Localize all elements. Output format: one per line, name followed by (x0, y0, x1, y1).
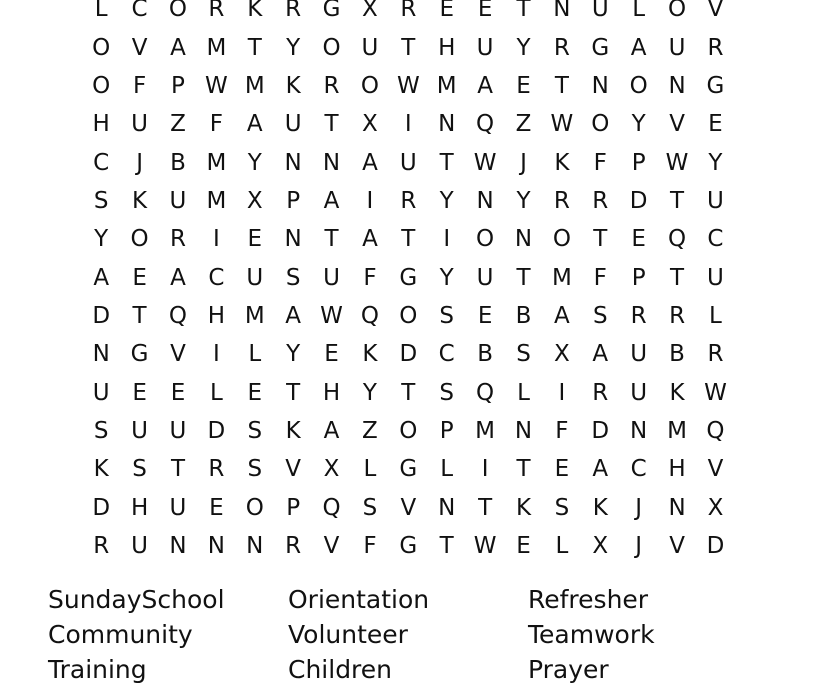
grid-letter[interactable]: W (320, 302, 343, 329)
grid-letter[interactable]: U (707, 264, 724, 291)
grid-letter[interactable]: S (439, 379, 455, 406)
grid-letter[interactable]: D (399, 341, 418, 368)
grid-letter[interactable]: W (704, 379, 727, 406)
grid-letter[interactable]: L (94, 0, 108, 23)
grid-letter[interactable]: T (554, 72, 569, 99)
grid-letter[interactable]: N (322, 149, 341, 176)
grid-letter[interactable]: R (93, 532, 110, 559)
grid-letter[interactable]: H (207, 302, 226, 329)
grid-letter[interactable]: G (706, 72, 725, 99)
grid-letter[interactable]: J (520, 149, 527, 176)
grid-letter[interactable]: Q (476, 379, 495, 406)
grid-letter[interactable]: T (132, 302, 147, 329)
grid-letter[interactable]: Q (476, 111, 495, 138)
grid-letter[interactable]: A (362, 149, 378, 176)
grid-letter[interactable]: U (169, 187, 187, 214)
grid-letter[interactable]: K (247, 0, 263, 23)
grid-letter[interactable]: K (554, 149, 570, 176)
grid-letter[interactable]: U (131, 417, 148, 444)
grid-letter[interactable]: M (551, 264, 572, 291)
grid-letter[interactable]: C (208, 264, 225, 291)
grid-letter[interactable]: O (92, 72, 111, 99)
grid-letter[interactable]: D (92, 302, 111, 329)
grid-letter[interactable]: O (322, 34, 341, 61)
grid-letter[interactable]: G (322, 0, 341, 23)
grid-letter[interactable]: C (93, 149, 110, 176)
grid-letter[interactable]: Q (168, 302, 188, 329)
grid-letter[interactable]: Q (322, 494, 341, 521)
grid-letter[interactable]: O (399, 302, 418, 329)
grid-letter[interactable]: F (132, 72, 147, 99)
grid-letter[interactable]: R (707, 341, 724, 368)
grid-letter[interactable]: M (475, 417, 496, 444)
grid-letter[interactable]: E (132, 264, 147, 291)
grid-letter[interactable]: U (476, 264, 494, 291)
grid-letter[interactable]: W (473, 532, 497, 559)
grid-letter[interactable]: K (362, 341, 378, 368)
grid-letter[interactable]: N (553, 0, 571, 23)
grid-letter[interactable]: T (286, 379, 301, 406)
grid-letter[interactable]: H (668, 456, 686, 483)
grid-letter[interactable]: D (207, 417, 226, 444)
grid-letter[interactable]: Y (286, 341, 301, 368)
grid-letter[interactable]: Y (94, 226, 109, 253)
grid-letter[interactable]: S (93, 417, 109, 444)
grid-letter[interactable]: P (631, 149, 646, 176)
grid-letter[interactable]: Y (286, 34, 301, 61)
grid-letter[interactable]: W (550, 111, 574, 138)
grid-letter[interactable]: F (555, 417, 569, 444)
grid-letter[interactable]: P (171, 72, 185, 99)
grid-letter[interactable]: V (170, 341, 186, 368)
grid-letter[interactable]: M (244, 302, 265, 329)
grid-letter[interactable]: X (323, 456, 340, 483)
grid-letter[interactable]: M (206, 187, 227, 214)
grid-letter[interactable]: E (516, 532, 531, 559)
grid-letter[interactable]: I (558, 379, 566, 406)
grid-letter[interactable]: U (630, 341, 648, 368)
grid-letter[interactable]: W (665, 149, 689, 176)
grid-letter[interactable]: T (439, 149, 454, 176)
grid-letter[interactable]: Y (516, 34, 531, 61)
grid-letter[interactable]: E (708, 111, 723, 138)
grid-letter[interactable]: R (592, 187, 609, 214)
grid-letter[interactable]: W (473, 149, 497, 176)
word-list (48, 582, 768, 687)
grid-letter[interactable]: A (285, 302, 302, 329)
grid-letter[interactable]: G (399, 532, 418, 559)
grid-letter[interactable]: O (668, 0, 687, 23)
grid-letter[interactable]: S (247, 417, 263, 444)
word-list-item: Community (48, 620, 193, 649)
grid-letter[interactable]: E (170, 379, 186, 406)
grid-letter[interactable]: L (363, 456, 377, 483)
grid-letter[interactable]: C (131, 0, 148, 23)
grid-letter[interactable]: T (670, 264, 685, 291)
grid-letter[interactable]: U (707, 187, 724, 214)
grid-letter[interactable]: F (593, 149, 607, 176)
grid-letter[interactable]: O (591, 111, 610, 138)
grid-letter[interactable]: X (592, 532, 609, 559)
grid-letter[interactable]: U (284, 111, 302, 138)
grid-letter[interactable]: S (516, 341, 531, 368)
grid-letter[interactable]: N (284, 149, 302, 176)
grid-letter[interactable]: S (93, 187, 109, 214)
grid-letter[interactable]: M (244, 72, 265, 99)
grid-letter[interactable]: R (285, 0, 302, 23)
grid-letter[interactable]: N (514, 226, 533, 253)
grid-letter[interactable]: M (436, 72, 457, 99)
grid-letter[interactable]: V (707, 456, 724, 483)
grid-letter[interactable]: T (401, 226, 416, 253)
grid-letter[interactable]: X (362, 0, 378, 23)
grid-letter[interactable]: E (439, 0, 454, 23)
grid-letter[interactable]: V (707, 0, 724, 23)
grid-letter[interactable]: W (204, 72, 228, 99)
grid-letter[interactable]: N (591, 72, 609, 99)
word-list-item: SundaySchool (48, 585, 225, 614)
grid-letter[interactable]: A (362, 226, 378, 253)
grid-letter[interactable]: T (439, 532, 454, 559)
grid-letter[interactable]: Z (362, 417, 378, 444)
grid-letter[interactable]: R (553, 34, 570, 61)
grid-letter[interactable]: O (245, 494, 264, 521)
grid-letter[interactable]: A (323, 187, 340, 214)
grid-letter[interactable]: O (168, 0, 188, 23)
grid-letter[interactable]: D (706, 532, 725, 559)
grid-letter[interactable]: E (631, 226, 646, 253)
grid-letter[interactable]: H (438, 34, 456, 61)
grid-letter[interactable]: U (591, 0, 609, 23)
word-list-item: Teamwork (528, 620, 655, 649)
grid-letter[interactable]: G (591, 34, 610, 61)
grid-letter[interactable]: G (130, 341, 149, 368)
grid-letter[interactable]: S (132, 456, 147, 483)
grid-letter[interactable]: V (400, 494, 417, 521)
grid-letter[interactable]: U (630, 379, 648, 406)
grid-letter[interactable]: I (212, 341, 220, 368)
grid-letter[interactable]: M (667, 417, 687, 444)
grid-letter[interactable]: S (592, 302, 608, 329)
grid-letter[interactable]: I (366, 187, 374, 214)
grid-letter[interactable]: T (516, 456, 531, 483)
grid-letter[interactable]: X (362, 111, 378, 138)
grid-letter[interactable]: K (285, 417, 301, 444)
grid-letter[interactable]: K (669, 379, 685, 406)
grid-letter[interactable]: T (401, 379, 416, 406)
grid-letter[interactable]: O (476, 226, 495, 253)
grid-letter[interactable]: L (555, 532, 569, 559)
grid-letter[interactable]: N (476, 187, 494, 214)
grid-letter[interactable]: E (132, 379, 147, 406)
grid-letter[interactable]: P (286, 187, 301, 214)
grid-letter[interactable]: O (399, 417, 418, 444)
grid-letter[interactable]: X (554, 341, 570, 368)
grid-letter[interactable]: E (477, 302, 493, 329)
grid-letter[interactable]: R (553, 187, 570, 214)
grid-letter[interactable]: E (554, 456, 570, 483)
grid-letter[interactable]: D (629, 187, 648, 214)
grid-letter[interactable]: B (477, 341, 493, 368)
grid-letter[interactable]: T (324, 226, 339, 253)
grid-letter[interactable]: L (248, 341, 262, 368)
grid-letter[interactable]: C (707, 226, 724, 253)
grid-letter[interactable]: P (439, 417, 454, 444)
grid-letter[interactable]: N (169, 532, 187, 559)
grid-letter[interactable]: U (323, 264, 340, 291)
grid-letter[interactable]: D (92, 494, 111, 521)
grid-letter[interactable]: R (208, 456, 225, 483)
grid-letter[interactable]: H (322, 379, 341, 406)
word-list-item: Training (48, 655, 147, 684)
grid-letter[interactable]: K (132, 187, 148, 214)
grid-letter[interactable]: A (246, 111, 263, 138)
grid-letter[interactable]: U (246, 264, 264, 291)
grid-letter[interactable]: Y (439, 264, 454, 291)
grid-letter[interactable]: A (170, 264, 186, 291)
grid-letter[interactable]: U (169, 417, 187, 444)
grid-letter[interactable]: B (170, 149, 186, 176)
grid-letter[interactable]: Q (668, 226, 687, 253)
grid-letter[interactable]: L (709, 302, 722, 329)
grid-letter[interactable]: E (209, 494, 224, 521)
grid-letter[interactable]: L (517, 379, 530, 406)
grid-letter[interactable]: N (92, 341, 110, 368)
grid-letter[interactable]: R (400, 0, 417, 23)
grid-letter[interactable]: R (323, 72, 340, 99)
word-list-item: Orientation (288, 585, 430, 614)
grid-letter[interactable]: V (669, 111, 685, 138)
grid-letter[interactable]: H (130, 494, 149, 521)
grid-letter[interactable]: L (440, 456, 454, 483)
grid-letter[interactable]: Y (708, 149, 723, 176)
grid-letter[interactable]: N (207, 532, 225, 559)
grid-letter[interactable]: T (401, 34, 416, 61)
grid-letter[interactable]: K (93, 456, 109, 483)
word-search-grid (82, 0, 735, 565)
grid-letter[interactable]: R (669, 302, 686, 329)
grid-letter[interactable]: U (131, 532, 148, 559)
grid-letter[interactable]: F (363, 264, 377, 291)
grid-letter[interactable]: T (593, 226, 608, 253)
grid-letter[interactable]: U (399, 149, 417, 176)
grid-letter[interactable]: E (516, 72, 531, 99)
grid-letter[interactable]: N (246, 532, 264, 559)
grid-letter[interactable]: A (592, 456, 609, 483)
grid-letter[interactable]: N (438, 494, 456, 521)
grid-letter[interactable]: M (206, 149, 227, 176)
grid-letter[interactable]: I (443, 226, 451, 253)
grid-letter[interactable]: L (632, 0, 646, 23)
grid-letter[interactable]: Y (247, 149, 262, 176)
grid-letter[interactable]: B (669, 341, 685, 368)
grid-letter[interactable]: O (130, 226, 149, 253)
grid-letter[interactable]: R (630, 302, 647, 329)
grid-letter[interactable]: I (212, 226, 220, 253)
grid-letter[interactable]: E (247, 379, 263, 406)
grid-letter[interactable]: S (554, 494, 570, 521)
word-list-item: Prayer (528, 655, 609, 684)
grid-letter[interactable]: N (438, 111, 456, 138)
grid-letter[interactable]: R (707, 34, 724, 61)
grid-letter[interactable]: N (284, 226, 302, 253)
grid-letter[interactable]: E (247, 226, 263, 253)
grid-letter[interactable]: T (170, 456, 185, 483)
grid-letter[interactable]: V (131, 34, 148, 61)
grid-letter[interactable]: P (631, 264, 646, 291)
grid-letter[interactable]: Q (706, 417, 725, 444)
grid-letter[interactable]: E (324, 341, 339, 368)
grid-letter[interactable]: Y (631, 111, 646, 138)
grid-letter[interactable]: V (285, 456, 302, 483)
grid-letter[interactable]: N (668, 72, 686, 99)
grid-letter[interactable]: Y (516, 187, 531, 214)
grid-letter[interactable]: I (481, 456, 489, 483)
grid-letter[interactable]: Y (439, 187, 454, 214)
grid-letter[interactable]: T (516, 264, 531, 291)
grid-letter[interactable]: A (170, 34, 186, 61)
grid-letter[interactable]: U (92, 379, 110, 406)
grid-letter[interactable]: S (285, 264, 301, 291)
grid-letter[interactable]: I (404, 111, 412, 138)
grid-letter[interactable]: X (707, 494, 724, 521)
grid-letter[interactable]: O (92, 34, 111, 61)
grid-letter[interactable]: T (516, 0, 531, 23)
word-list-item: Children (288, 655, 393, 684)
grid-letter[interactable]: Z (170, 111, 186, 138)
grid-letter[interactable]: A (630, 34, 647, 61)
grid-letter[interactable]: T (247, 34, 262, 61)
grid-letter[interactable]: A (93, 264, 110, 291)
grid-letter[interactable]: U (169, 494, 187, 521)
grid-letter[interactable]: Q (360, 302, 379, 329)
grid-letter[interactable]: A (554, 302, 570, 329)
grid-letter[interactable]: S (362, 494, 378, 521)
grid-letter[interactable]: H (92, 111, 110, 138)
grid-letter[interactable]: S (439, 302, 455, 329)
grid-letter[interactable]: C (630, 456, 647, 483)
grid-letter[interactable]: R (592, 379, 609, 406)
grid-letter[interactable]: P (286, 494, 301, 521)
grid-letter[interactable]: M (206, 34, 227, 61)
word-list-item: Refresher (528, 585, 649, 614)
grid-letter[interactable]: G (399, 264, 418, 291)
grid-letter[interactable]: U (476, 34, 494, 61)
grid-letter[interactable]: J (635, 494, 643, 521)
grid-letter[interactable]: R (285, 532, 302, 559)
grid-letter[interactable]: K (592, 494, 608, 521)
grid-letter[interactable]: T (324, 111, 339, 138)
grid-letter[interactable]: T (478, 494, 493, 521)
grid-letter[interactable]: E (477, 0, 493, 23)
word-list-item: Volunteer (288, 620, 408, 649)
grid-letter[interactable]: R (400, 187, 417, 214)
grid-letter[interactable]: Y (362, 379, 377, 406)
grid-letter[interactable]: C (438, 341, 455, 368)
grid-letter[interactable]: O (360, 72, 379, 99)
grid-letter[interactable]: X (246, 187, 263, 214)
grid-letter[interactable]: G (399, 456, 418, 483)
grid-letter[interactable]: A (323, 417, 340, 444)
grid-letter[interactable]: A (592, 341, 609, 368)
grid-letter[interactable]: B (515, 302, 532, 329)
grid-letter[interactable]: V (669, 532, 685, 559)
grid-letter[interactable]: S (247, 456, 263, 483)
grid-letter[interactable]: W (396, 72, 420, 99)
grid-letter[interactable]: F (363, 532, 377, 559)
grid-letter[interactable]: O (552, 226, 571, 253)
grid-letter[interactable]: K (515, 494, 532, 521)
grid-letter[interactable]: N (630, 417, 648, 444)
grid-letter[interactable]: D (591, 417, 610, 444)
grid-letter[interactable]: V (323, 532, 340, 559)
grid-letter[interactable]: T (670, 187, 685, 214)
grid-letter[interactable]: R (169, 226, 186, 253)
grid-letter[interactable]: U (668, 34, 686, 61)
grid-letter[interactable]: N (514, 417, 533, 444)
grid-letter[interactable]: R (208, 0, 225, 23)
grid-letter[interactable]: F (593, 264, 607, 291)
grid-letter[interactable]: A (477, 72, 493, 99)
grid-letter[interactable]: L (209, 379, 223, 406)
grid-letter[interactable]: J (635, 532, 643, 559)
grid-letter[interactable]: Z (515, 111, 532, 138)
grid-letter[interactable]: O (629, 72, 648, 99)
grid-letter[interactable]: N (668, 494, 686, 521)
grid-letter[interactable]: F (209, 111, 223, 138)
grid-letter[interactable]: K (285, 72, 301, 99)
grid-letter[interactable]: U (131, 111, 148, 138)
grid-letter[interactable]: J (136, 149, 143, 176)
grid-letter[interactable]: U (361, 34, 379, 61)
